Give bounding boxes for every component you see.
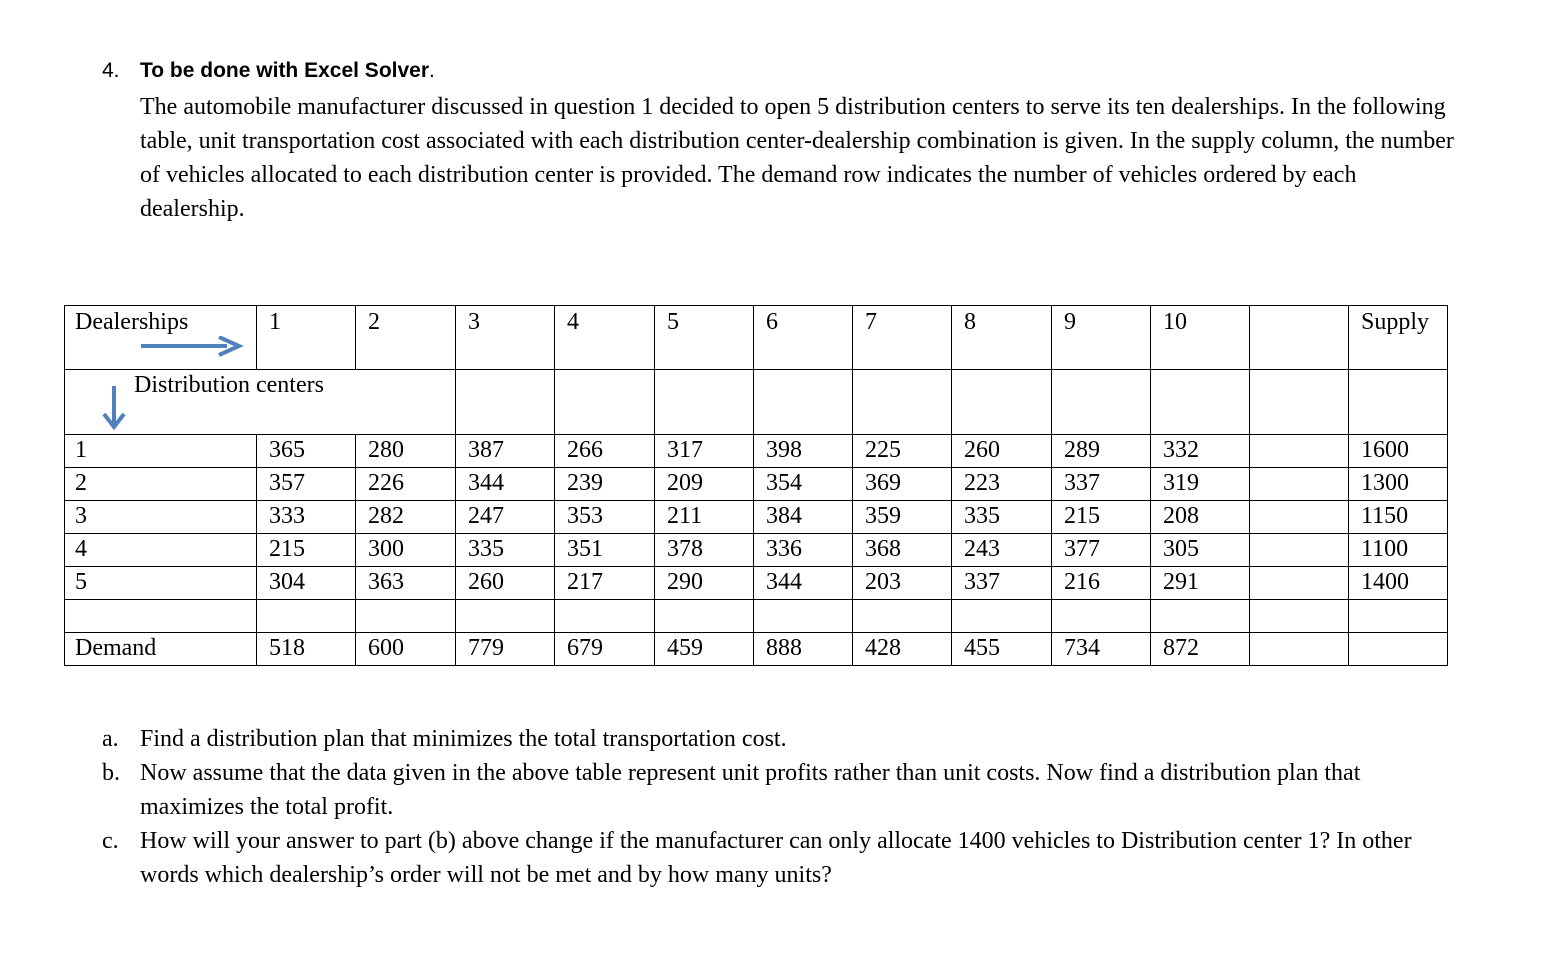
cost-cell: 211	[655, 501, 754, 534]
supply-cell: 1300	[1349, 468, 1448, 501]
empty-cell	[655, 370, 754, 435]
empty-cell	[356, 600, 456, 633]
empty-cell	[456, 600, 555, 633]
list-item	[102, 824, 1462, 892]
empty-cell	[257, 600, 356, 633]
dealership-header: 4	[555, 306, 655, 370]
cost-cell: 290	[655, 567, 754, 600]
cost-cell: 260	[952, 435, 1052, 468]
corner-cell	[65, 306, 257, 370]
empty-cell	[555, 370, 655, 435]
cost-table	[64, 305, 1448, 666]
cost-cell: 332	[1151, 435, 1250, 468]
empty-cell	[1052, 370, 1151, 435]
table-row	[65, 534, 1448, 567]
supply-header: Supply	[1349, 306, 1448, 370]
cost-cell: 363	[356, 567, 456, 600]
dealership-header: 3	[456, 306, 555, 370]
empty-cell	[754, 600, 853, 633]
part-letter: b.	[102, 760, 120, 786]
empty-cell	[1250, 370, 1349, 435]
cost-cell: 291	[1151, 567, 1250, 600]
distribution-centers-label: Distribution centers	[134, 372, 324, 398]
empty-cell	[1349, 600, 1448, 633]
cost-cell: 354	[754, 468, 853, 501]
supply-cell: 1100	[1349, 534, 1448, 567]
empty-cell	[1349, 633, 1448, 666]
empty-cell	[1250, 567, 1349, 600]
cost-cell: 337	[1052, 468, 1151, 501]
empty-cell	[952, 600, 1052, 633]
intro-paragraph: The automobile manufacturer discussed in question 1 decided to open 5 distribution centers to serve its ten dealerships. In the following table, unit transportation cost associated with each distribution center-dealership combination is given. In the supply column, the number of vehicles allocated to each distribution center is provided. The demand row indicates the number of vehicles ordered by each dealership.	[140, 94, 1454, 222]
demand-cell: 734	[1052, 633, 1151, 666]
empty-cell	[1349, 370, 1448, 435]
question-parts	[102, 722, 1462, 892]
supply-cell: 1600	[1349, 435, 1448, 468]
cost-cell: 304	[257, 567, 356, 600]
cost-cell: 398	[754, 435, 853, 468]
cost-cell: 217	[555, 567, 655, 600]
cost-cell: 239	[555, 468, 655, 501]
cost-cell: 282	[356, 501, 456, 534]
question-heading	[102, 57, 435, 85]
empty-cell	[655, 600, 754, 633]
empty-cell	[1052, 600, 1151, 633]
empty-cell	[1250, 468, 1349, 501]
cost-cell: 335	[952, 501, 1052, 534]
cost-cell: 368	[853, 534, 952, 567]
list-item	[102, 756, 1462, 824]
demand-cell: 459	[655, 633, 754, 666]
dealership-header: 6	[754, 306, 853, 370]
cost-cell: 223	[952, 468, 1052, 501]
cost-cell: 369	[853, 468, 952, 501]
cost-cell: 215	[257, 534, 356, 567]
table-row	[65, 501, 1448, 534]
empty-cell	[555, 600, 655, 633]
cost-cell: 344	[754, 567, 853, 600]
cost-cell: 351	[555, 534, 655, 567]
demand-cell: 518	[257, 633, 356, 666]
supply-cell: 1150	[1349, 501, 1448, 534]
blank-row	[65, 600, 1448, 633]
cost-cell: 305	[1151, 534, 1250, 567]
cost-cell: 208	[1151, 501, 1250, 534]
demand-cell: 428	[853, 633, 952, 666]
demand-cell: 455	[952, 633, 1052, 666]
cost-cell: 333	[257, 501, 356, 534]
cost-cell: 384	[754, 501, 853, 534]
row-label: 2	[65, 468, 257, 501]
row-label: 3	[65, 501, 257, 534]
cost-cell: 243	[952, 534, 1052, 567]
cost-cell: 289	[1052, 435, 1151, 468]
cost-cell: 226	[356, 468, 456, 501]
dealership-header: 7	[853, 306, 952, 370]
cost-cell: 203	[853, 567, 952, 600]
empty-cell	[754, 370, 853, 435]
cost-cell: 319	[1151, 468, 1250, 501]
demand-cell: 872	[1151, 633, 1250, 666]
question-number: 4.	[102, 59, 120, 82]
demand-cell: 679	[555, 633, 655, 666]
part-letter: c.	[102, 828, 119, 854]
dealership-header: 8	[952, 306, 1052, 370]
demand-cell: 779	[456, 633, 555, 666]
empty-cell	[1250, 633, 1349, 666]
cost-cell: 209	[655, 468, 754, 501]
cost-cell: 337	[952, 567, 1052, 600]
question-intro	[140, 90, 1460, 226]
empty-cell	[1250, 501, 1349, 534]
table-row	[65, 468, 1448, 501]
header-row-dealerships	[65, 306, 1448, 370]
cost-cell: 225	[853, 435, 952, 468]
cost-cell: 336	[754, 534, 853, 567]
arrow-down-icon	[101, 386, 127, 432]
question-title: To be done with Excel Solver	[140, 59, 430, 82]
cost-cell: 247	[456, 501, 555, 534]
empty-cell	[1151, 370, 1250, 435]
header-row-distribution	[65, 370, 1448, 435]
dealership-header: 5	[655, 306, 754, 370]
cost-cell: 266	[555, 435, 655, 468]
empty-cell	[65, 600, 257, 633]
dealership-header: 10	[1151, 306, 1250, 370]
cost-cell: 317	[655, 435, 754, 468]
dealership-header: 9	[1052, 306, 1151, 370]
cost-cell: 300	[356, 534, 456, 567]
cost-cell: 216	[1052, 567, 1151, 600]
dealerships-label: Dealerships	[75, 309, 189, 335]
cost-cell: 280	[356, 435, 456, 468]
empty-cell	[952, 370, 1052, 435]
question-title-suffix: .	[429, 59, 435, 82]
cost-cell: 353	[555, 501, 655, 534]
empty-cell	[1250, 534, 1349, 567]
row-label: 1	[65, 435, 257, 468]
cost-cell: 215	[1052, 501, 1151, 534]
row-label: 5	[65, 567, 257, 600]
empty-cell	[853, 600, 952, 633]
list-item	[102, 722, 1462, 756]
dealership-header: 1	[257, 306, 356, 370]
demand-label: Demand	[65, 633, 257, 666]
cost-cell: 260	[456, 567, 555, 600]
empty-cell	[1250, 435, 1349, 468]
cost-cell: 387	[456, 435, 555, 468]
part-text: How will your answer to part (b) above change if the manufacturer can only allocate 1400 vehicles to Distribution center 1? In other words which dealership’s order will not be met and by how many units?	[140, 828, 1412, 888]
empty-cell	[1250, 306, 1349, 370]
empty-cell	[853, 370, 952, 435]
cost-cell: 357	[257, 468, 356, 501]
arrow-right-icon	[141, 336, 245, 362]
cost-cell: 378	[655, 534, 754, 567]
demand-row	[65, 633, 1448, 666]
part-text: Find a distribution plan that minimizes the total transportation cost.	[140, 726, 787, 752]
demand-cell: 600	[356, 633, 456, 666]
empty-cell	[1250, 600, 1349, 633]
table-row	[65, 567, 1448, 600]
distribution-centers-cell	[65, 370, 456, 435]
cost-cell: 344	[456, 468, 555, 501]
empty-cell	[1151, 600, 1250, 633]
part-text: Now assume that the data given in the above table represent unit profits rather than unit costs. Now find a distribution plan that maximizes the total profit.	[140, 760, 1361, 820]
supply-cell: 1400	[1349, 567, 1448, 600]
cost-cell: 335	[456, 534, 555, 567]
demand-cell: 888	[754, 633, 853, 666]
dealership-header: 2	[356, 306, 456, 370]
cost-cell: 377	[1052, 534, 1151, 567]
row-label: 4	[65, 534, 257, 567]
cost-cell: 359	[853, 501, 952, 534]
empty-cell	[456, 370, 555, 435]
table-row	[65, 435, 1448, 468]
cost-cell: 365	[257, 435, 356, 468]
part-letter: a.	[102, 726, 119, 752]
